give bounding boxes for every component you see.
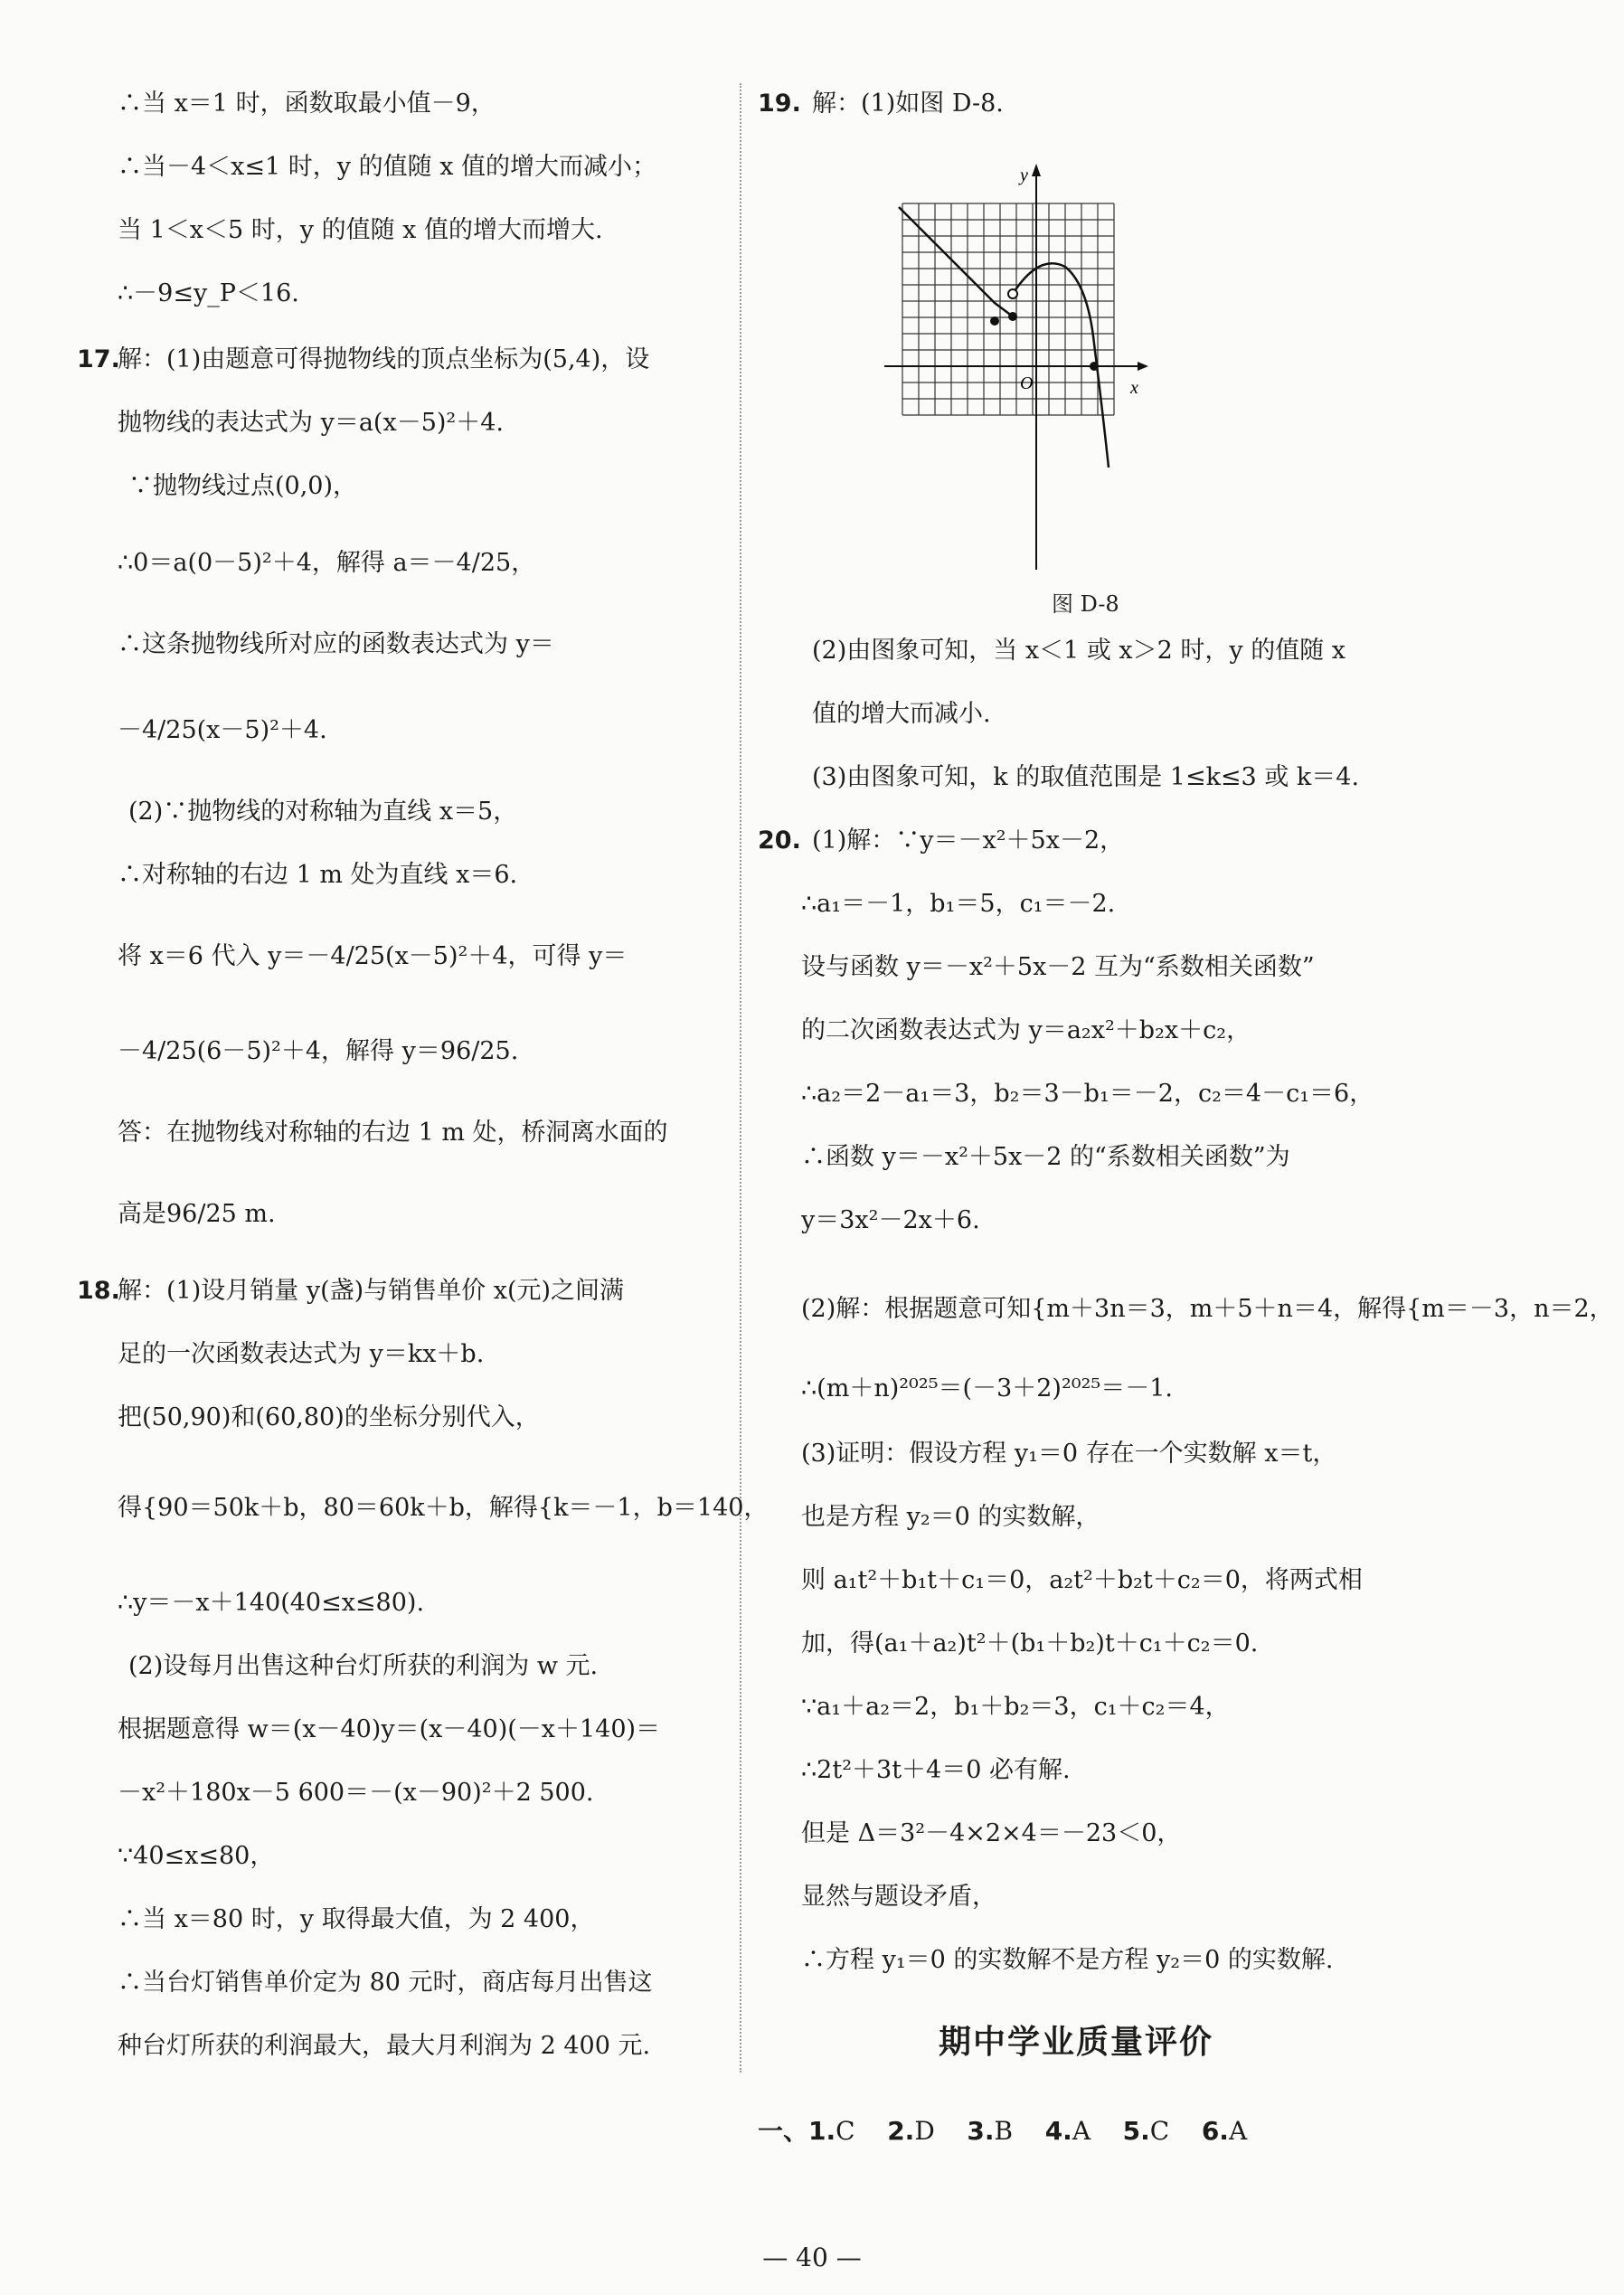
text-line: ∵a₁＋a₂＝2，b₁＋b₂＝3，c₁＋c₂＝4， bbox=[801, 1693, 1230, 1721]
text-line: 抛物线的表达式为 y＝a(x－5)²＋4. bbox=[118, 409, 504, 437]
problem-19-number: 19. bbox=[758, 90, 801, 118]
text-line: ∴对称轴的右边 1 m 处为直线 x＝6. bbox=[118, 861, 518, 889]
answer-number: 3. bbox=[967, 2116, 995, 2146]
answer-number: 1. bbox=[808, 2116, 836, 2146]
answer-value: B bbox=[994, 2116, 1014, 2146]
text-line: ∴(m＋n)²⁰²⁵＝(－3＋2)²⁰²⁵＝－1. bbox=[801, 1374, 1174, 1402]
function-graph bbox=[884, 149, 1156, 574]
solid-point bbox=[990, 316, 999, 326]
text-line: 答：在抛物线对称轴的右边 1 m 处，桥洞离水面的 bbox=[118, 1119, 668, 1147]
text-line: (2)设每月出售这种台灯所获的利润为 w 元. bbox=[128, 1652, 599, 1680]
solid-point bbox=[1008, 312, 1017, 321]
text-line: 显然与题设矛盾， bbox=[801, 1883, 996, 1911]
text-line: 的二次函数表达式为 y＝a₂x²＋b₂x＋c₂， bbox=[801, 1016, 1251, 1044]
text-line: 解：(1)如图 D-8. bbox=[812, 90, 1004, 118]
section-title: 期中学业质量评价 bbox=[939, 2024, 1214, 2061]
text-line: ∴当 x＝1 时，函数取最小值－9， bbox=[118, 90, 496, 118]
text-line: 但是 Δ＝3²－4×2×4＝－23＜0， bbox=[801, 1819, 1182, 1847]
y-axis-label: y bbox=[1020, 165, 1028, 185]
text-line: ∴函数 y＝－x²＋5x－2 的“系数相关函数”为 bbox=[801, 1143, 1290, 1171]
text-line: (2)解：根据题意可知{m＋3n＝3，m＋5＋n＝4，解得{m＝－3，n＝2， bbox=[801, 1295, 1614, 1323]
answer-value: C bbox=[1149, 2116, 1170, 2146]
text-line: 将 x＝6 代入 y＝－4/25(x－5)²＋4，可得 y＝ bbox=[118, 942, 628, 970]
text-line: ∴y＝－x＋140(40≤x≤80). bbox=[118, 1589, 425, 1617]
figure-caption: 图 D-8 bbox=[1052, 591, 1119, 617]
answer-value: D bbox=[914, 2116, 935, 2146]
text-line: 解：(1)设月销量 y(盏)与销售单价 x(元)之间满 bbox=[118, 1277, 625, 1305]
text-line: (2)由图象可知，当 x＜1 或 x＞2 时，y 的值随 x bbox=[812, 637, 1346, 665]
text-line: 加，得(a₁＋a₂)t²＋(b₁＋b₂)t＋c₁＋c₂＝0. bbox=[801, 1629, 1259, 1658]
text-line: (3)证明：假设方程 y₁＝0 存在一个实数解 x＝t， bbox=[801, 1440, 1337, 1468]
answer-number: 4. bbox=[1044, 2116, 1072, 2146]
text-line: 也是方程 y₂＝0 的实数解， bbox=[801, 1503, 1100, 1531]
text-line: 种台灯所获的利润最大，最大月利润为 2 400 元. bbox=[118, 2032, 651, 2060]
text-line: 则 a₁t²＋b₁t＋c₁＝0，a₂t²＋b₂t＋c₂＝0，将两式相 bbox=[801, 1566, 1363, 1594]
text-line: ∴2t²＋3t＋4＝0 必有解. bbox=[801, 1756, 1071, 1784]
page-number: — 40 — bbox=[762, 2243, 862, 2272]
x-axis-label: x bbox=[1130, 378, 1138, 398]
text-line: 把(50,90)和(60,80)的坐标分别代入， bbox=[118, 1403, 540, 1431]
text-line: (3)由图象可知，k 的取值范围是 1≤k≤3 或 k＝4. bbox=[812, 763, 1360, 791]
text-line: 设与函数 y＝－x²＋5x－2 互为“系数相关函数” bbox=[801, 953, 1315, 981]
text-line: ∴a₂＝2－a₁＝3，b₂＝3－b₁＝－2，c₂＝4－c₁＝6， bbox=[801, 1080, 1374, 1108]
answer-number: 6. bbox=[1201, 2116, 1229, 2146]
text-line: ∵抛物线过点(0,0)， bbox=[128, 472, 358, 500]
text-line: (1)解：∵y＝－x²＋5x－2， bbox=[812, 826, 1125, 855]
hollow-point bbox=[1008, 289, 1017, 298]
text-line: ∴当台灯销售单价定为 80 元时，商店每月出售这 bbox=[118, 1969, 653, 1997]
text-line: 当 1＜x＜5 时，y 的值随 x 值的增大而增大. bbox=[118, 216, 603, 244]
graph-grid bbox=[902, 203, 1114, 415]
answer-value: A bbox=[1228, 2116, 1248, 2146]
text-line: －4/25(6－5)²＋4，解得 y＝96/25. bbox=[118, 1037, 519, 1065]
text-line: y＝3x²－2x＋6. bbox=[801, 1206, 980, 1234]
answer-number: 2. bbox=[887, 2116, 915, 2146]
text-line: ∴当－4＜x≤1 时，y 的值随 x 值的增大而减小； bbox=[118, 153, 657, 181]
text-line: ∴当 x＝80 时，y 取得最大值，为 2 400， bbox=[118, 1905, 595, 1933]
answer-list bbox=[758, 2111, 1247, 2148]
answer-number: 5. bbox=[1122, 2116, 1150, 2146]
text-line: 得{90＝50k＋b，80＝60k＋b，解得{k＝－1，b＝140， bbox=[118, 1494, 769, 1522]
x-axis-arrow bbox=[1138, 362, 1148, 371]
text-line: 解：(1)由题意可得抛物线的顶点坐标为(5,4)，设 bbox=[118, 345, 650, 373]
text-line: ∴这条抛物线所对应的函数表达式为 y＝ bbox=[118, 630, 554, 658]
text-line: ∴－9≤y_P＜16. bbox=[118, 279, 299, 307]
text-line: 值的增大而减小. bbox=[812, 700, 991, 728]
text-line: ∴0＝a(0－5)²＋4，解得 a＝－4/25， bbox=[118, 549, 536, 577]
answer-prefix: 一、 bbox=[758, 2116, 809, 2146]
linear-segment bbox=[899, 207, 1013, 316]
answer-value: C bbox=[836, 2116, 855, 2146]
text-line: ∵40≤x≤80， bbox=[118, 1842, 275, 1870]
problem-17-number: 17. bbox=[77, 345, 120, 373]
text-line: 足的一次函数表达式为 y＝kx＋b. bbox=[118, 1340, 485, 1368]
column-divider bbox=[740, 83, 741, 2073]
solid-point bbox=[1090, 362, 1099, 371]
problem-18-number: 18. bbox=[77, 1277, 120, 1305]
origin-label: O bbox=[1020, 373, 1034, 393]
text-line: (2)∵抛物线的对称轴为直线 x＝5， bbox=[128, 798, 518, 826]
text-line: 高是96/25 m. bbox=[118, 1200, 276, 1228]
text-line: ∴a₁＝－1，b₁＝5，c₁＝－2. bbox=[801, 890, 1116, 918]
problem-20-number: 20. bbox=[758, 826, 801, 855]
text-line: ∴方程 y₁＝0 的实数解不是方程 y₂＝0 的实数解. bbox=[801, 1946, 1334, 1974]
text-line: 根据题意得 w＝(x－40)y＝(x－40)(－x＋140)＝ bbox=[118, 1715, 661, 1743]
text-line: －4/25(x－5)²＋4. bbox=[118, 716, 327, 744]
y-axis-arrow bbox=[1032, 164, 1041, 176]
answer-value: A bbox=[1072, 2116, 1091, 2146]
text-line: －x²＋180x－5 600＝－(x－90)²＋2 500. bbox=[118, 1779, 594, 1807]
